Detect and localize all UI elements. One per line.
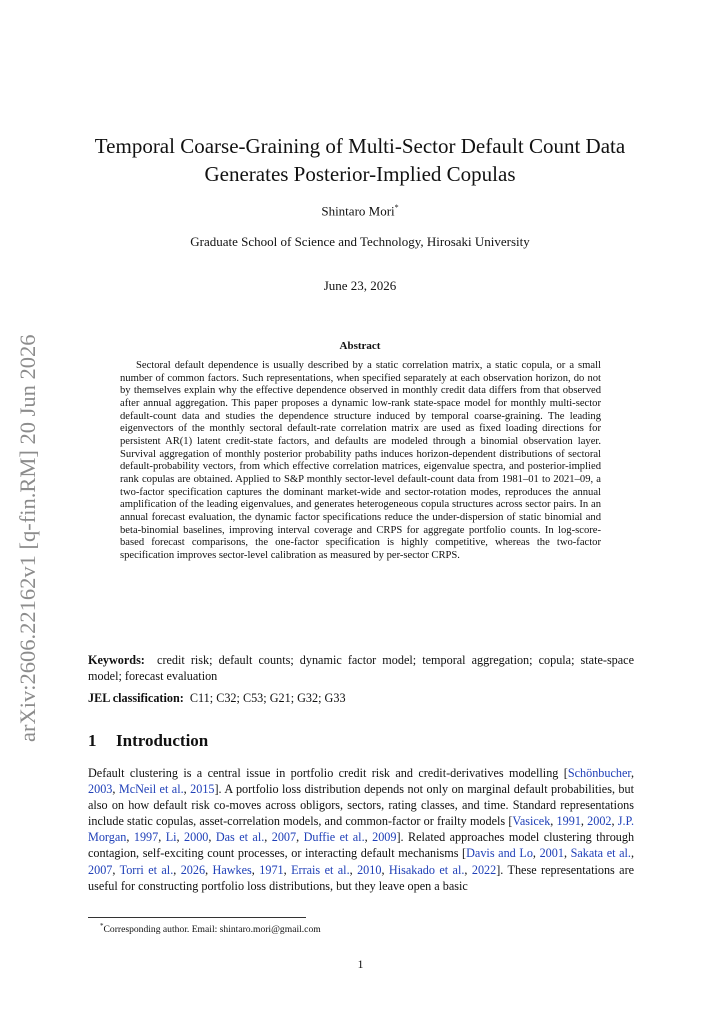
- jel-label: JEL classification:: [88, 691, 184, 705]
- intro-text: ,: [176, 830, 184, 845]
- citation-link[interactable]: 2026: [180, 862, 206, 877]
- intro-text: ,: [532, 846, 540, 861]
- citation-link[interactable]: 1991: [556, 814, 581, 829]
- footnote-text: Corresponding author. Email: shintaro.mori@gmail.com: [103, 924, 321, 936]
- citation-link[interactable]: 2015: [190, 782, 215, 797]
- title-line-2: Generates Posterior-Implied Copulas: [204, 162, 516, 186]
- title-line-1: Temporal Coarse-Graining of Multi-Sector Default Count Data: [94, 134, 626, 158]
- introduction-paragraph: [88, 765, 634, 894]
- page-number: 1: [357, 957, 364, 971]
- citation-link[interactable]: 2009: [372, 830, 397, 845]
- intro-text: ,: [205, 862, 213, 877]
- section-heading: [88, 731, 208, 751]
- intro-text: ,: [349, 862, 358, 877]
- author-footnote-mark[interactable]: *: [394, 203, 399, 212]
- citation-link[interactable]: 2001: [539, 846, 564, 861]
- abstract-heading: Abstract: [339, 340, 381, 352]
- intro-text: Default clustering is a central issue in portfolio credit risk and credit-derivatives modelling [: [88, 766, 568, 780]
- intro-text: ,: [611, 814, 618, 829]
- citation-link[interactable]: Hawkes: [212, 862, 252, 877]
- intro-text: ,: [112, 782, 119, 797]
- section-title: Introduction: [116, 731, 209, 750]
- arxiv-identifier: arXiv:2606.22162v1 [q-fin.RM] 20 Jun 2026: [15, 334, 40, 742]
- citation-link[interactable]: 1997: [133, 830, 159, 845]
- citation-link[interactable]: Sakata et al.: [570, 846, 631, 861]
- citation-link[interactable]: 2007: [271, 830, 297, 845]
- paper-title: [60, 132, 660, 188]
- author-name: [60, 203, 660, 219]
- citation-link[interactable]: Errais et al.: [291, 862, 350, 877]
- intro-text: ,: [251, 862, 260, 877]
- intro-text: ,: [630, 846, 634, 861]
- intro-text: ,: [173, 862, 181, 877]
- citation-link[interactable]: Vasicek: [512, 814, 551, 829]
- citation-link[interactable]: Das et al.: [215, 830, 265, 845]
- citation-link[interactable]: Torri et al.: [119, 862, 174, 877]
- footnote-rule: [88, 917, 306, 918]
- keywords-text: credit risk; default counts; dynamic factor model; temporal aggregation; copula; state-space model; forecast evaluation: [88, 653, 635, 683]
- citation-link[interactable]: Hisakado et al.: [388, 862, 465, 877]
- intro-text: ,: [264, 830, 272, 845]
- affiliation: Graduate School of Science and Technology, Hirosaki University: [190, 234, 530, 249]
- intro-text: ]. These representations are useful for constructing portfolio loss distributions, but they leave open a basic: [88, 862, 635, 893]
- citation-link[interactable]: Li: [165, 830, 177, 845]
- intro-text: ,: [381, 862, 389, 877]
- intro-text: ,: [158, 830, 166, 845]
- intro-text: ,: [208, 830, 216, 845]
- intro-text: ,: [283, 862, 292, 877]
- jel-text: C11; C32; C53; G21; G32; G33: [189, 691, 346, 705]
- intro-text: ,: [464, 862, 472, 877]
- intro-text: ,: [112, 862, 120, 877]
- citation-link[interactable]: Schönbucher: [567, 766, 631, 780]
- keywords-label: Keywords:: [88, 653, 145, 667]
- intro-text: ]. A portfolio loss distribution depends not only on marginal default probabilities, but also on how default risk co-moves across obligors, sectors, rating classes, and time. Standard representations include static copulas, asset-correlation models, and common-factor or frailty models [: [88, 782, 635, 829]
- author-text: Shintaro Mori: [321, 203, 395, 219]
- citation-link[interactable]: 2010: [357, 862, 382, 877]
- intro-text: ]. Related approaches model clustering through contagion, self-exciting count processes, or interacting default mechanisms [: [88, 830, 635, 861]
- section-number: 1: [88, 731, 97, 750]
- intro-text: ,: [630, 766, 634, 780]
- citation-link[interactable]: 2003: [88, 782, 113, 797]
- jel-classification: [88, 691, 634, 706]
- footnote: [100, 922, 630, 935]
- intro-text: ,: [364, 830, 373, 845]
- intro-text: ,: [183, 782, 191, 797]
- citation-link[interactable]: Davis and Lo: [466, 846, 533, 861]
- citation-link[interactable]: 2000: [184, 830, 209, 845]
- citation-link[interactable]: 2002: [587, 814, 612, 829]
- footnote-mark: *: [100, 922, 104, 930]
- citation-link[interactable]: Duffie et al.: [303, 830, 365, 845]
- intro-text: ,: [126, 830, 134, 845]
- intro-text: ,: [550, 814, 557, 829]
- publication-date: June 23, 2026: [323, 278, 397, 293]
- keywords: [88, 652, 634, 684]
- citation-link[interactable]: McNeil et al.: [118, 782, 184, 797]
- abstract-text: Sectoral default dependence is usually described by a static correlation matrix, a static copula, or a small number of common factors. Such representations, when specified separately at each observation horizon, do not by themselves explain why the effective dependence observed in monthly credit data differs from that observed after annual aggregation. This paper proposes a dynamic low-rank state-space model for monthly multi-sector default-count data and studies the dependence structure induced by temporal coarse-graining. The leading eigenvectors of the monthly sectoral default-rate correlation matrix are used as fixed loading directions for persistent AR(1) latent credit-state factors, and defaults are modeled through a binomial observation layer. Survival aggregation of monthly posterior probability paths induces horizon-dependent distributions of sectoral default-probability vectors, from which effective correlation matrices, eigenvalue spectra, and posterior-implied rank copulas are obtained. Applied to S&P monthly sector-level default-count data from 1981–01 to 2021–09, a two-factor specification captures the dominant market-wide and sector-rotation modes, reproduces the annual amplification of the leading eigenvalues, and generates heterogeneous copula structures across sector pairs. In an annual forecast evaluation, the dynamic factor specifications reduce the under-dispersion of static binomial and beta-binomial baselines, improving interval coverage and CRPS for aggregate portfolio counts. In log-score-based forecast comparisons, the one-factor specification is highly competitive, whereas the two-factor specification improves sector-level calibration as measured by per-sector CRPS.: [120, 360, 601, 561]
- intro-text: ,: [580, 814, 588, 829]
- citation-link[interactable]: 1971: [259, 862, 284, 877]
- citation-link[interactable]: 2007: [88, 862, 113, 877]
- intro-text: ,: [563, 846, 571, 861]
- citation-link[interactable]: J.P. Morgan: [88, 814, 635, 845]
- intro-text: ,: [296, 830, 304, 845]
- citation-link[interactable]: 2022: [471, 862, 497, 877]
